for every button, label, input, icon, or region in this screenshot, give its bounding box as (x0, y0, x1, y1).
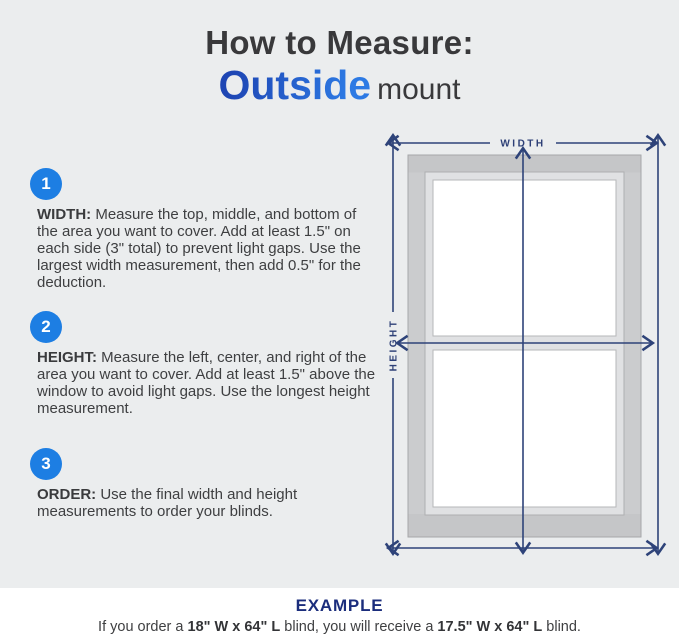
step-2-label: HEIGHT: (37, 349, 97, 366)
window-illustration (408, 155, 641, 537)
page-title: How to Measure: (205, 24, 474, 61)
example-received-size: 17.5" W x 64" L (437, 619, 543, 635)
step-1-text (37, 206, 380, 291)
step-3-label: ORDER: (37, 486, 97, 503)
height-dimension-label: HEIGHT (388, 318, 400, 372)
mount-type-highlight: Outside (218, 61, 372, 108)
window-bottom-casing (409, 514, 641, 537)
step-3-body: Use the final width and height measurements to order your blinds. (37, 486, 298, 520)
step-2-body: Measure the left, center, and right of the area you want to cover. Add at least 1.5" above the window to avoid light gaps. Use the longest height measurement. (37, 349, 376, 417)
step-2-badge: 2 (30, 311, 62, 343)
height-arrow (389, 136, 400, 553)
step-3-badge: 3 (30, 448, 62, 480)
mount-type-suffix: mount (377, 72, 461, 106)
step-width (30, 168, 380, 291)
example-heading: EXAMPLE (295, 596, 384, 615)
step-2-text (37, 349, 380, 417)
window-top-casing (409, 156, 641, 173)
page-subtitle (0, 61, 679, 108)
example-suffix: blind. (542, 619, 581, 635)
page-header (0, 26, 679, 107)
example-section (0, 588, 679, 644)
window-measurement-diagram (378, 126, 670, 564)
step-1-body: Measure the top, middle, and bottom of the area you want to cover. Add at least 1.5" on each side (3" total) to prevent light gaps. Use the largest width measurement, then add 0.5" for the deduction. (37, 206, 361, 291)
step-3-text (37, 486, 380, 520)
step-order (30, 448, 380, 520)
window-pane-top (433, 180, 616, 336)
step-1-badge: 1 (30, 168, 62, 200)
example-prefix: If you order a (98, 619, 188, 635)
example-middle: blind, you will receive a (280, 619, 438, 635)
width-arrow (389, 139, 656, 150)
window-pane-bottom (433, 350, 616, 507)
step-height (30, 311, 380, 417)
example-sentence (0, 619, 679, 635)
example-ordered-size: 18" W x 64" L (187, 619, 281, 635)
width-dimension-label: WIDTH (500, 138, 546, 150)
step-1-label: WIDTH: (37, 206, 92, 223)
